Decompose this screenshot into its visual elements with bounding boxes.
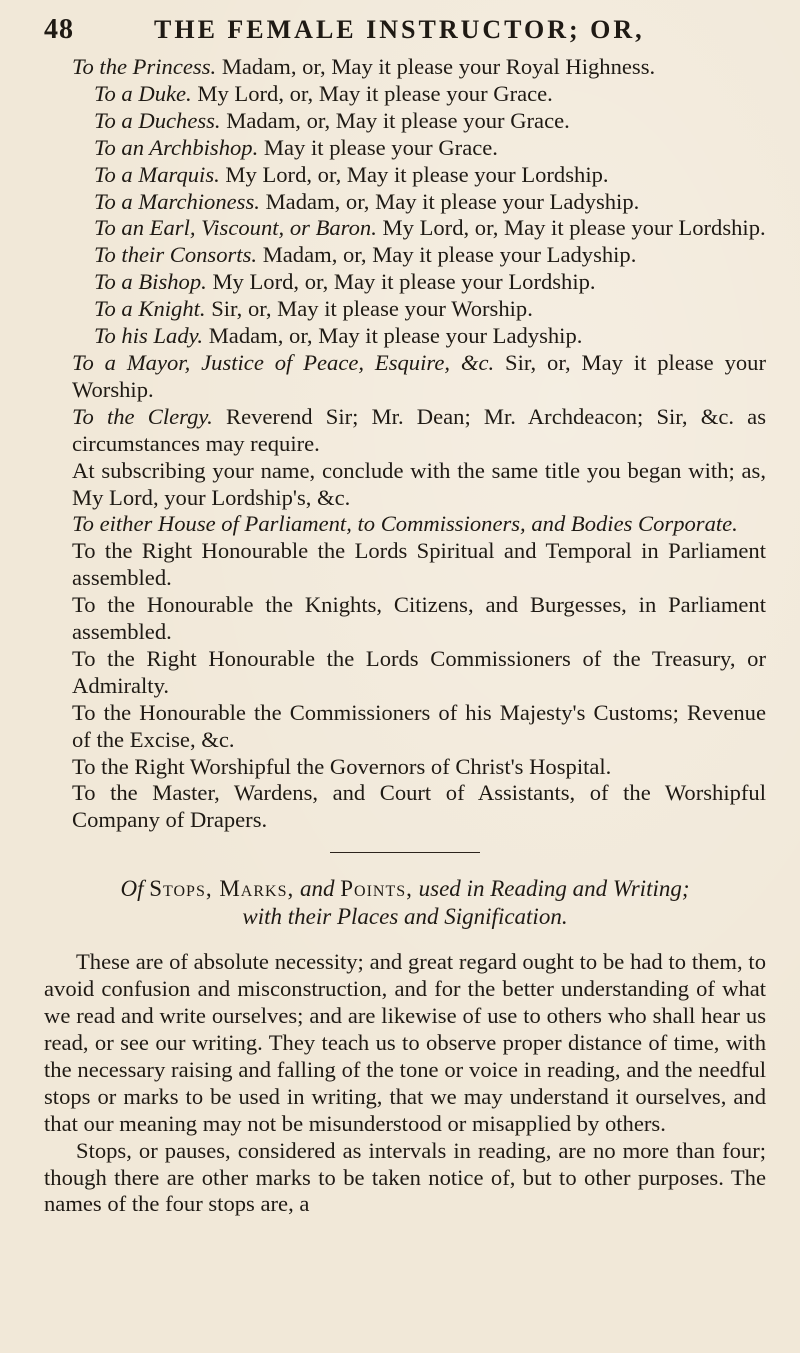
address-line: To a Marquis. My Lord, or, May it please your Lordship. [94, 161, 609, 187]
address-line: To the Clergy. Reverend Sir; Mr. Dean; Mr. Archdeacon; Sir, &c. as circumstances may require. [72, 403, 766, 456]
corporate-form: To the Honourable the Commissioners of his Majesty's Customs; Revenue of the Excise, &c. [72, 699, 766, 752]
page-header [44, 14, 766, 46]
address-line: To a Mayor, Justice of Peace, Esquire, &c. Sir, or, May it please your Worship. [72, 349, 766, 402]
corporate-form: To the Right Honourable the Lords Commissioners of the Treasury, or Admiralty. [72, 645, 766, 698]
address-line: To an Archbishop. May it please your Grace. [94, 134, 498, 160]
address-line: To a Bishop. My Lord, or, May it please your Lordship. [94, 269, 596, 295]
section-divider [330, 852, 480, 853]
section-body [44, 949, 766, 1218]
paragraph: Stops, or pauses, considered as intervals in reading, are no more than four; though there are other marks to be taken notice of, but to other purposes. The names of the four stops are, a [44, 1137, 766, 1217]
page-number: 48 [44, 14, 74, 45]
address-line: To their Consorts. Madam, or, May it please your Ladyship. [94, 242, 637, 268]
corporate-form: To the Right Worshipful the Governors of Christ's Hospital. [72, 753, 612, 779]
section-subtitle: with their Places and Signification. [242, 904, 568, 930]
address-line: To his Lady. Madam, or, May it please your Ladyship. [94, 323, 583, 349]
address-line: To a Duchess. Madam, or, May it please your Grace. [94, 107, 570, 133]
corporate-heading: To either House of Parliament, to Commissioners, and Bodies Corporate. [72, 511, 738, 537]
corporate-form: To the Right Honourable the Lords Spiritual and Temporal in Parliament assembled. [72, 538, 766, 591]
address-line: To the Princess. Madam, or, May it please your Royal Highness. [72, 54, 656, 79]
address-line: To a Knight. Sir, or, May it please your Worship. [94, 296, 533, 322]
section-title: Of Stops, Marks, and Points, used in Reading and Writing; [120, 876, 690, 902]
closing-note: At subscribing your name, conclude with the same title you began with; as, My Lord, your Lordship's, &c. [72, 457, 766, 510]
address-line: To a Duke. My Lord, or, May it please your Grace. [94, 80, 553, 106]
address-line: To an Earl, Viscount, or Baron. My Lord, or, May it please your Lordship. [94, 215, 766, 241]
corporate-form: To the Honourable the Knights, Citizens, and Burgesses, in Parliament assembled. [72, 592, 766, 645]
paragraph: These are of absolute necessity; and great regard ought to be had to them, to avoid confusion and misconstruction, and for the better understanding of what we read and write ourselves; and are likewise of use to others who shall hear us read, or see our writing. They teach us to observe proper distance of time, with the necessary raising and falling of the tone or voice in reading, and the needful stops or marks to be used in writing, that we may understand it ourselves, and that our meaning may not be misunderstood or misapplied by others. [44, 949, 766, 1136]
corporate-form: To the Master, Wardens, and Court of Assistants, of the Worshipful Company of Drapers. [72, 780, 766, 833]
forms-of-address [44, 54, 766, 834]
address-line: To a Marchioness. Madam, or, May it please your Ladyship. [94, 188, 640, 214]
running-head: THE FEMALE INSTRUCTOR; OR, [154, 15, 645, 44]
